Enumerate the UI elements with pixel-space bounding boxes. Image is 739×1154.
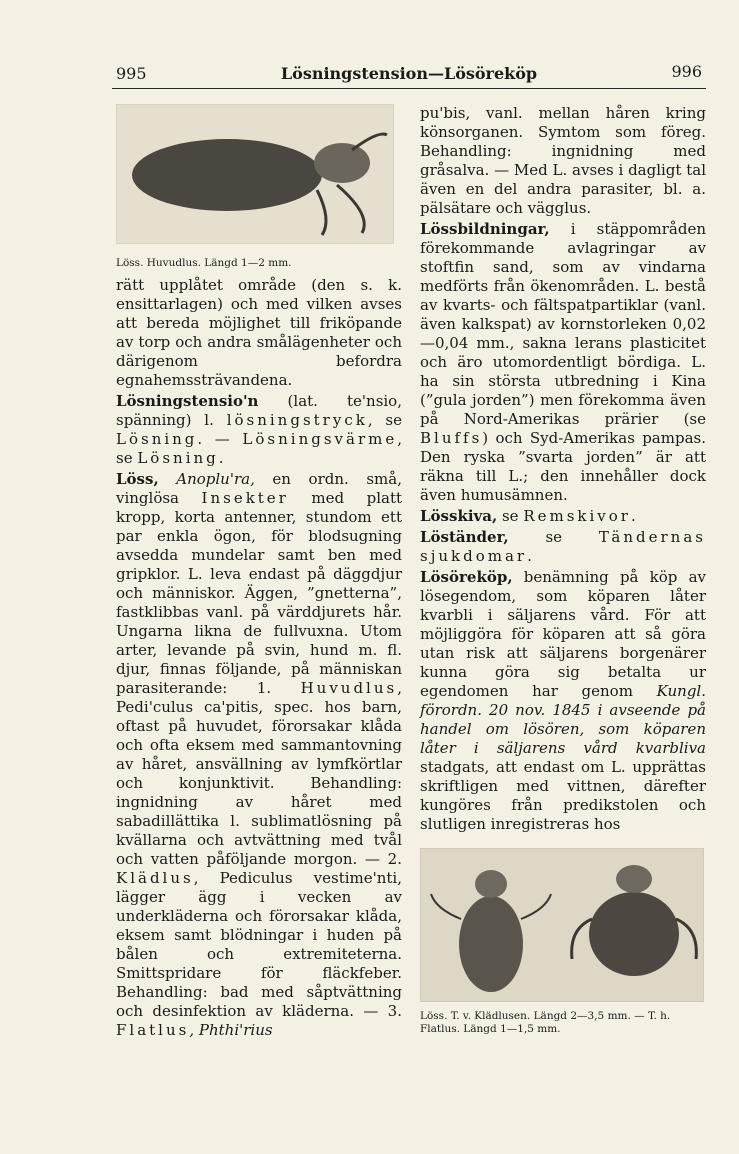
entry-lossbildningar: Lössbildningar, i stäppområden förekommande avlagringar av stoftfin sand, som av vindarna medförts från ökenområden. L. bestå av kvarts- och fältspatpartiklar (vanl. även kalkspat) av kornstorleken 0,02—0,04 mm., sakna lerans plasticitet och äro utomordentligt bördiga. L. ha sin största utbredning i Kina (”gula jorden”) men förekomma även på Nord-Amerikas prärier (se Bluffs) och Syd-Amerikas pampas. Den ryska ”svarta jorden” är att räkna till L.; den innehåller dock även humusämnen.	[420, 220, 706, 504]
headword: Lösningstensio'n	[116, 392, 259, 410]
headword: Lössbildningar,	[420, 220, 550, 238]
entry-lostander: Löständer, se Tändernas sjukdomar.	[420, 528, 706, 565]
crab-louse-illustration	[564, 849, 703, 1001]
paragraph-continuation: rätt upplåtet område (den s. k. ensittarlagen) och med vilken avses att bereda möjlighet till friköpande av torp och andra smålägenheter och därigenom befordra egnahemssträvandena.	[116, 276, 402, 389]
headlouse-illustration	[116, 104, 394, 244]
headword: Lösskiva,	[420, 507, 498, 525]
figure-body-and-crab-louse	[420, 848, 706, 1036]
page-number-right: 996	[671, 62, 702, 81]
entry-losskiva: Lösskiva, se Remskivor.	[420, 507, 636, 525]
left-column	[116, 104, 402, 1040]
figure-caption-top: Löss. Huvudlus. Längd 1—2 mm.	[116, 257, 292, 269]
entry-losningstension: Lösningstensio'n (lat. te'nsio, spänning) l. lösningstryck, se Lösning. — Lösningsvärme, se Lösning.	[116, 392, 402, 467]
body-louse-illustration	[421, 849, 560, 1001]
figure-caption-bottom: Löss. T. v. Klädlusen. Längd 2—3,5 mm. — T. h. Flatlus. Längd 1—1,5 mm.	[420, 1010, 671, 1035]
paragraph-continuation: pu'bis, vanl. mellan håren kring könsorganen. Symtom som föreg. Behandling: ingnidning med gråsalva. — Med L. avses i dagligt tal även en del andra parasiter, bl. a. pälsätare och vägglus.	[420, 104, 706, 217]
headword: Löständer,	[420, 528, 509, 546]
right-column	[420, 104, 706, 1042]
headword: Lösöreköp,	[420, 568, 513, 586]
page-number-left: 995	[116, 64, 147, 83]
headword: Löss,	[116, 470, 159, 488]
entry-loss: Löss, Anoplu'ra, en ordn. små, vinglösa Insekter med platt kropp, korta antenner, stundom ett par enkla ögon, för blodsugning avsedda mundelar samt ben med gripklor. L. leva endast på däggdjur och människor. Äggen, ”gnetterna”, fastklibbas vanl. på värddjurets hår. Ungarna likna de fullvuxna. Utom arter, levande på svin, hund m. fl. djur, finnas följande, på människan parasiterande: 1. Huvudlus, Pedi'culus ca'pitis, spec. hos barn, oftast på huvudet, förorsakar klåda och ofta eksem med sammantovning av håret, ansvällning av lymfkörtlar och konjunktivit. Behandling: ingnidning av håret med sabadillättika l. sublimatlösning på kvällarna och avtvättning med tvål och vatten påföljande morgon. — 2. Klädlus, Pediculus vestime'nti, lägger ägg i vecken av underkläderna och förorsakar klåda, eksem samt blödningar i huden på bålen och extremiteterna. Smittspridare för fläckfeber. Behandling: bad med såptvättning och desinfektion av kläderna. — 3. Flatlus, Phthi'rius	[116, 470, 402, 1039]
entry-losorekop: Lösöreköp, benämning på köp av lösegendom, som köparen låter kvarbli i säljarens vård. För att möjliggöra för köparen att så göra utan risk att säljarens borgenärer kunna göra sig betalta ur egendomen har genom Kungl. förordn. 20 nov. 1845 i avseende på handel om lösören, som köparen låter i säljarens vård kvarbliva stadgats, att endast om L. upprättas skriftligen med vittnen, därefter kungöres från predikstolen och slutligen inregistreras hos	[420, 568, 706, 833]
figure-headlouse	[116, 104, 402, 270]
page-header	[112, 62, 706, 89]
page-title: Lösningstension—Lösöreköp	[280, 64, 538, 83]
